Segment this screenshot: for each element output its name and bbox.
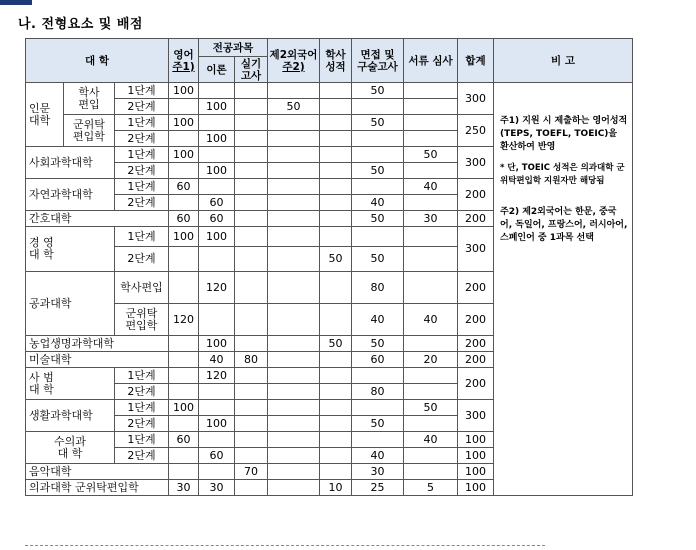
practical-cell <box>235 247 268 272</box>
documents-cell: 40 <box>404 304 458 336</box>
practical-cell <box>235 400 268 416</box>
remark-note-1: 주1) 지원 시 제출하는 영어성적(TEPS, TOEFL, TOEIC)을 환산하여 반영 <box>500 116 628 152</box>
second-lang-cell <box>268 115 320 131</box>
documents-cell: 20 <box>404 352 458 368</box>
english-cell <box>169 416 199 432</box>
theory-cell: 30 <box>199 480 235 496</box>
theory-cell <box>199 147 235 163</box>
practical-cell <box>235 131 268 147</box>
second-lang-cell <box>268 304 320 336</box>
scoring-table <box>25 38 633 496</box>
stage-cell: 학사편입 <box>115 272 169 304</box>
documents-cell <box>404 115 458 131</box>
section-title: 나. 전형요소 및 배점 <box>18 17 143 32</box>
documents-cell <box>404 83 458 99</box>
theory-cell: 60 <box>199 195 235 211</box>
track-cell: 군위탁 편입학 <box>64 115 115 147</box>
college-cell: 사회과학대학 <box>26 147 115 179</box>
grades-cell <box>320 195 352 211</box>
interview-cell <box>352 227 404 247</box>
documents-cell <box>404 272 458 304</box>
grades-cell <box>320 179 352 195</box>
practical-cell <box>235 416 268 432</box>
grades-cell <box>320 400 352 416</box>
second-lang-cell <box>268 227 320 247</box>
col-header-remarks: 비 고 <box>494 39 633 83</box>
documents-cell <box>404 336 458 352</box>
english-cell: 30 <box>169 480 199 496</box>
stage-cell: 1단계 <box>115 368 169 384</box>
total-cell: 200 <box>458 272 494 304</box>
stage-cell: 2단계 <box>115 448 169 464</box>
documents-cell: 30 <box>404 211 458 227</box>
college-cell: 공과대학 <box>26 272 115 336</box>
stage-cell: 1단계 <box>115 432 169 448</box>
english-cell: 100 <box>169 115 199 131</box>
english-cell <box>169 448 199 464</box>
practical-cell <box>235 304 268 336</box>
col-header-total: 합계 <box>458 39 494 83</box>
college-cell: 수의과 대 학 <box>26 432 115 464</box>
grades-cell <box>320 163 352 179</box>
grades-cell <box>320 227 352 247</box>
interview-cell: 30 <box>352 464 404 480</box>
theory-cell: 100 <box>199 131 235 147</box>
second-lang-cell <box>268 400 320 416</box>
second-lang-cell <box>268 480 320 496</box>
col-header-univ: 대 학 <box>26 39 169 83</box>
documents-cell: 50 <box>404 147 458 163</box>
grades-cell: 10 <box>320 480 352 496</box>
total-cell: 200 <box>458 211 494 227</box>
grades-cell <box>320 147 352 163</box>
interview-cell: 50 <box>352 247 404 272</box>
second-lang-cell <box>268 211 320 227</box>
interview-cell: 50 <box>352 211 404 227</box>
grades-cell <box>320 115 352 131</box>
second-lang-cell <box>268 368 320 384</box>
interview-cell <box>352 147 404 163</box>
stage-cell: 2단계 <box>115 163 169 179</box>
table-row <box>26 83 633 99</box>
grades-cell <box>320 464 352 480</box>
stage-cell: 1단계 <box>115 227 169 247</box>
theory-cell: 100 <box>199 416 235 432</box>
col-header-documents: 서류 심사 <box>404 39 458 83</box>
grades-cell <box>320 416 352 432</box>
interview-cell: 60 <box>352 352 404 368</box>
second-lang-cell <box>268 147 320 163</box>
practical-cell <box>235 195 268 211</box>
stage-cell: 1단계 <box>115 400 169 416</box>
total-cell: 100 <box>458 432 494 448</box>
english-cell <box>169 464 199 480</box>
practical-cell <box>235 432 268 448</box>
col-header-grades: 학사 성적 <box>320 39 352 83</box>
track-cell: 학사 편입 <box>64 83 115 115</box>
interview-cell: 80 <box>352 272 404 304</box>
english-cell: 100 <box>169 83 199 99</box>
theory-cell <box>199 304 235 336</box>
practical-cell <box>235 147 268 163</box>
practical-cell <box>235 368 268 384</box>
col-header-theory: 이론 <box>199 57 235 83</box>
interview-cell <box>352 400 404 416</box>
theory-cell: 100 <box>199 227 235 247</box>
col-header-second-lang-label: 제2외국어 <box>269 48 318 61</box>
documents-cell <box>404 448 458 464</box>
second-lang-cell <box>268 336 320 352</box>
interview-cell: 50 <box>352 416 404 432</box>
stage-cell: 1단계 <box>115 147 169 163</box>
stage-cell: 1단계 <box>115 83 169 99</box>
stage-cell: 2단계 <box>115 131 169 147</box>
documents-cell <box>404 163 458 179</box>
grades-cell <box>320 352 352 368</box>
second-lang-cell <box>268 416 320 432</box>
interview-cell <box>352 179 404 195</box>
practical-cell <box>235 83 268 99</box>
documents-cell <box>404 227 458 247</box>
practical-cell <box>235 227 268 247</box>
stage-cell: 2단계 <box>115 99 169 115</box>
english-cell: 100 <box>169 227 199 247</box>
total-cell: 200 <box>458 304 494 336</box>
theory-cell <box>199 83 235 99</box>
total-cell: 100 <box>458 464 494 480</box>
total-cell: 300 <box>458 400 494 432</box>
interview-cell: 80 <box>352 384 404 400</box>
practical-cell <box>235 480 268 496</box>
stage-cell: 1단계 <box>115 115 169 131</box>
footnote-ref-2: 주2) <box>282 60 305 73</box>
practical-cell <box>235 384 268 400</box>
remark-note-1-sub: * 단, TOEIC 성적은 의과대학 군위탁편입학 지원자만 해당됨 <box>500 163 625 186</box>
college-cell: 농업생명과학대학 <box>26 336 169 352</box>
practical-cell <box>235 163 268 179</box>
english-cell: 100 <box>169 400 199 416</box>
english-cell <box>169 195 199 211</box>
col-header-english <box>169 39 199 83</box>
english-cell <box>169 163 199 179</box>
second-lang-cell <box>268 464 320 480</box>
interview-cell: 50 <box>352 115 404 131</box>
stage-cell: 2단계 <box>115 416 169 432</box>
second-lang-cell <box>268 432 320 448</box>
interview-cell <box>352 368 404 384</box>
documents-cell: 40 <box>404 432 458 448</box>
total-cell: 200 <box>458 352 494 368</box>
college-cell: 자연과학대학 <box>26 179 115 211</box>
total-cell: 300 <box>458 147 494 179</box>
grades-cell <box>320 384 352 400</box>
documents-cell <box>404 368 458 384</box>
documents-cell <box>404 195 458 211</box>
grades-cell <box>320 304 352 336</box>
col-header-english-label: 영어 <box>173 48 194 61</box>
second-lang-cell <box>268 448 320 464</box>
theory-cell <box>199 400 235 416</box>
documents-cell: 5 <box>404 480 458 496</box>
total-cell: 250 <box>458 115 494 147</box>
second-lang-cell <box>268 179 320 195</box>
col-header-major: 전공과목 <box>199 39 268 57</box>
practical-cell <box>235 99 268 115</box>
second-lang-cell <box>268 131 320 147</box>
stage-cell: 2단계 <box>115 195 169 211</box>
stage-cell: 2단계 <box>115 247 169 272</box>
english-cell <box>169 272 199 304</box>
college-cell: 음악대학 <box>26 464 169 480</box>
theory-cell: 40 <box>199 352 235 368</box>
theory-cell: 100 <box>199 163 235 179</box>
grades-cell: 50 <box>320 336 352 352</box>
english-cell <box>169 384 199 400</box>
second-lang-cell <box>268 272 320 304</box>
footnote-ref-1: 주1) <box>172 60 195 73</box>
theory-cell: 60 <box>199 448 235 464</box>
interview-cell <box>352 99 404 115</box>
practical-cell: 70 <box>235 464 268 480</box>
interview-cell: 50 <box>352 163 404 179</box>
grades-cell <box>320 83 352 99</box>
english-cell: 120 <box>169 304 199 336</box>
second-lang-cell <box>268 247 320 272</box>
documents-cell <box>404 416 458 432</box>
practical-cell <box>235 115 268 131</box>
theory-cell <box>199 384 235 400</box>
col-header-practical: 실기 고사 <box>235 57 268 83</box>
english-cell <box>169 247 199 272</box>
documents-cell <box>404 464 458 480</box>
interview-cell: 40 <box>352 448 404 464</box>
theory-cell <box>199 115 235 131</box>
college-cell: 간호대학 <box>26 211 169 227</box>
documents-cell: 50 <box>404 400 458 416</box>
header-accent-bar <box>0 0 32 5</box>
col-header-interview: 면접 및 구술고사 <box>352 39 404 83</box>
english-cell <box>169 336 199 352</box>
theory-cell: 100 <box>199 336 235 352</box>
grades-cell <box>320 131 352 147</box>
documents-cell <box>404 99 458 115</box>
english-cell: 60 <box>169 211 199 227</box>
interview-cell: 50 <box>352 83 404 99</box>
english-cell: 100 <box>169 147 199 163</box>
page-bottom-rule <box>25 545 545 548</box>
english-cell <box>169 131 199 147</box>
practical-cell: 80 <box>235 352 268 368</box>
grades-cell <box>320 211 352 227</box>
documents-cell: 40 <box>404 179 458 195</box>
grades-cell <box>320 368 352 384</box>
interview-cell <box>352 432 404 448</box>
interview-cell: 40 <box>352 304 404 336</box>
theory-cell <box>199 464 235 480</box>
english-cell <box>169 352 199 368</box>
practical-cell <box>235 179 268 195</box>
theory-cell: 120 <box>199 368 235 384</box>
second-lang-cell <box>268 195 320 211</box>
grades-cell <box>320 432 352 448</box>
theory-cell: 60 <box>199 211 235 227</box>
interview-cell: 25 <box>352 480 404 496</box>
documents-cell <box>404 131 458 147</box>
remark-note-2: 주2) 제2외국어는 한문, 중국어, 독일어, 프랑스어, 러시아어, 스페인어 중 1과목 선택 <box>500 207 628 243</box>
total-cell: 200 <box>458 179 494 211</box>
college-cell: 인문 대학 <box>26 83 64 147</box>
documents-cell <box>404 247 458 272</box>
second-lang-cell <box>268 163 320 179</box>
total-cell: 300 <box>458 227 494 272</box>
english-cell <box>169 99 199 115</box>
theory-cell <box>199 179 235 195</box>
grades-cell <box>320 99 352 115</box>
english-cell <box>169 368 199 384</box>
total-cell: 100 <box>458 448 494 464</box>
english-cell: 60 <box>169 179 199 195</box>
college-cell: 미술대학 <box>26 352 169 368</box>
grades-cell: 50 <box>320 247 352 272</box>
second-lang-cell <box>268 352 320 368</box>
grades-cell <box>320 448 352 464</box>
theory-cell <box>199 247 235 272</box>
second-lang-cell <box>268 384 320 400</box>
practical-cell <box>235 336 268 352</box>
documents-cell <box>404 384 458 400</box>
college-cell: 사 범 대 학 <box>26 368 115 400</box>
stage-cell: 군위탁 편입학 <box>115 304 169 336</box>
total-cell: 200 <box>458 336 494 352</box>
total-cell: 100 <box>458 480 494 496</box>
college-cell: 생활과학대학 <box>26 400 115 432</box>
col-header-second-lang <box>268 39 320 83</box>
practical-cell <box>235 448 268 464</box>
total-cell: 200 <box>458 368 494 400</box>
theory-cell <box>199 432 235 448</box>
second-lang-cell: 50 <box>268 99 320 115</box>
stage-cell: 2단계 <box>115 384 169 400</box>
practical-cell <box>235 211 268 227</box>
college-cell: 경 영 대 학 <box>26 227 115 272</box>
college-cell: 의과대학 군위탁편입학 <box>26 480 169 496</box>
theory-cell: 120 <box>199 272 235 304</box>
practical-cell <box>235 272 268 304</box>
interview-cell: 50 <box>352 336 404 352</box>
second-lang-cell <box>268 83 320 99</box>
grades-cell <box>320 272 352 304</box>
theory-cell: 100 <box>199 99 235 115</box>
english-cell: 60 <box>169 432 199 448</box>
remarks-cell <box>494 83 633 496</box>
interview-cell: 40 <box>352 195 404 211</box>
stage-cell: 1단계 <box>115 179 169 195</box>
interview-cell <box>352 131 404 147</box>
total-cell: 300 <box>458 83 494 115</box>
